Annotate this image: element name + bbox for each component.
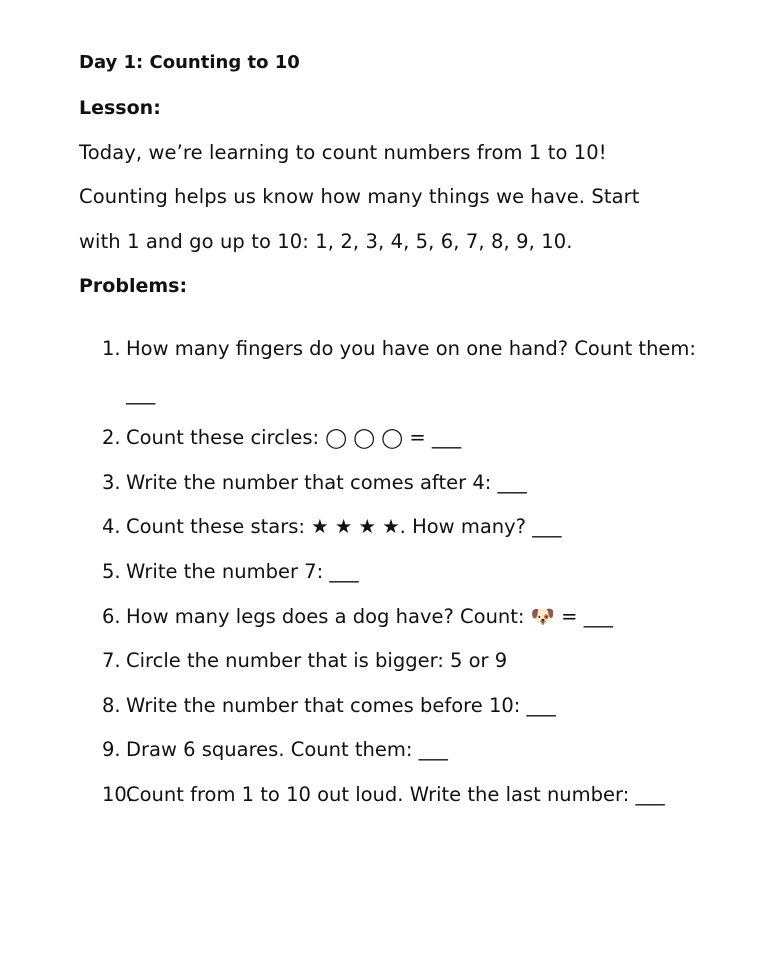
- problem-text: How many legs does a dog have? Count: 🐶 = ___: [126, 605, 613, 628]
- problem-number: 3.: [102, 471, 121, 494]
- problem-text: Write the number that comes before 10: ___: [126, 694, 556, 717]
- problem-number: 10.: [102, 783, 134, 806]
- problem-number: 5.: [102, 560, 121, 583]
- lesson-text-line: Counting helps us know how many things we have. Start: [79, 185, 640, 208]
- problem-text: Circle the number that is bigger: 5 or 9: [126, 649, 508, 672]
- problem-text: How many fingers do you have on one hand? Count them: ___: [126, 337, 696, 405]
- problem-text: Draw 6 squares. Count them: ___: [126, 738, 448, 761]
- problem-number: 1.: [102, 337, 121, 360]
- problem-number: 7.: [102, 649, 121, 672]
- page-title: Day 1: Counting to 10: [79, 52, 300, 73]
- problem-number: 4.: [102, 515, 121, 538]
- lesson-heading: Lesson:: [79, 97, 161, 119]
- lesson-text-line: with 1 and go up to 10: 1, 2, 3, 4, 5, 6, 7, 8, 9, 10.: [79, 230, 573, 253]
- problem-number: 2.: [102, 426, 121, 449]
- problem-number: 6.: [102, 605, 121, 628]
- problem-number: 8.: [102, 694, 121, 717]
- problems-heading: Problems:: [79, 275, 188, 297]
- problem-text: Count these circles: ◯ ◯ ◯ = ___: [126, 426, 462, 449]
- problem-text: Write the number 7: ___: [126, 560, 359, 583]
- problem-text: Count these stars: ★ ★ ★ ★. How many? ___: [126, 515, 562, 538]
- problem-text: Count from 1 to 10 out loud. Write the last number: ___: [126, 783, 665, 806]
- problem-number: 9.: [102, 738, 121, 761]
- lesson-text-line: Today, we’re learning to count numbers from 1 to 10!: [79, 141, 607, 164]
- problem-text: Write the number that comes after 4: ___: [126, 471, 527, 494]
